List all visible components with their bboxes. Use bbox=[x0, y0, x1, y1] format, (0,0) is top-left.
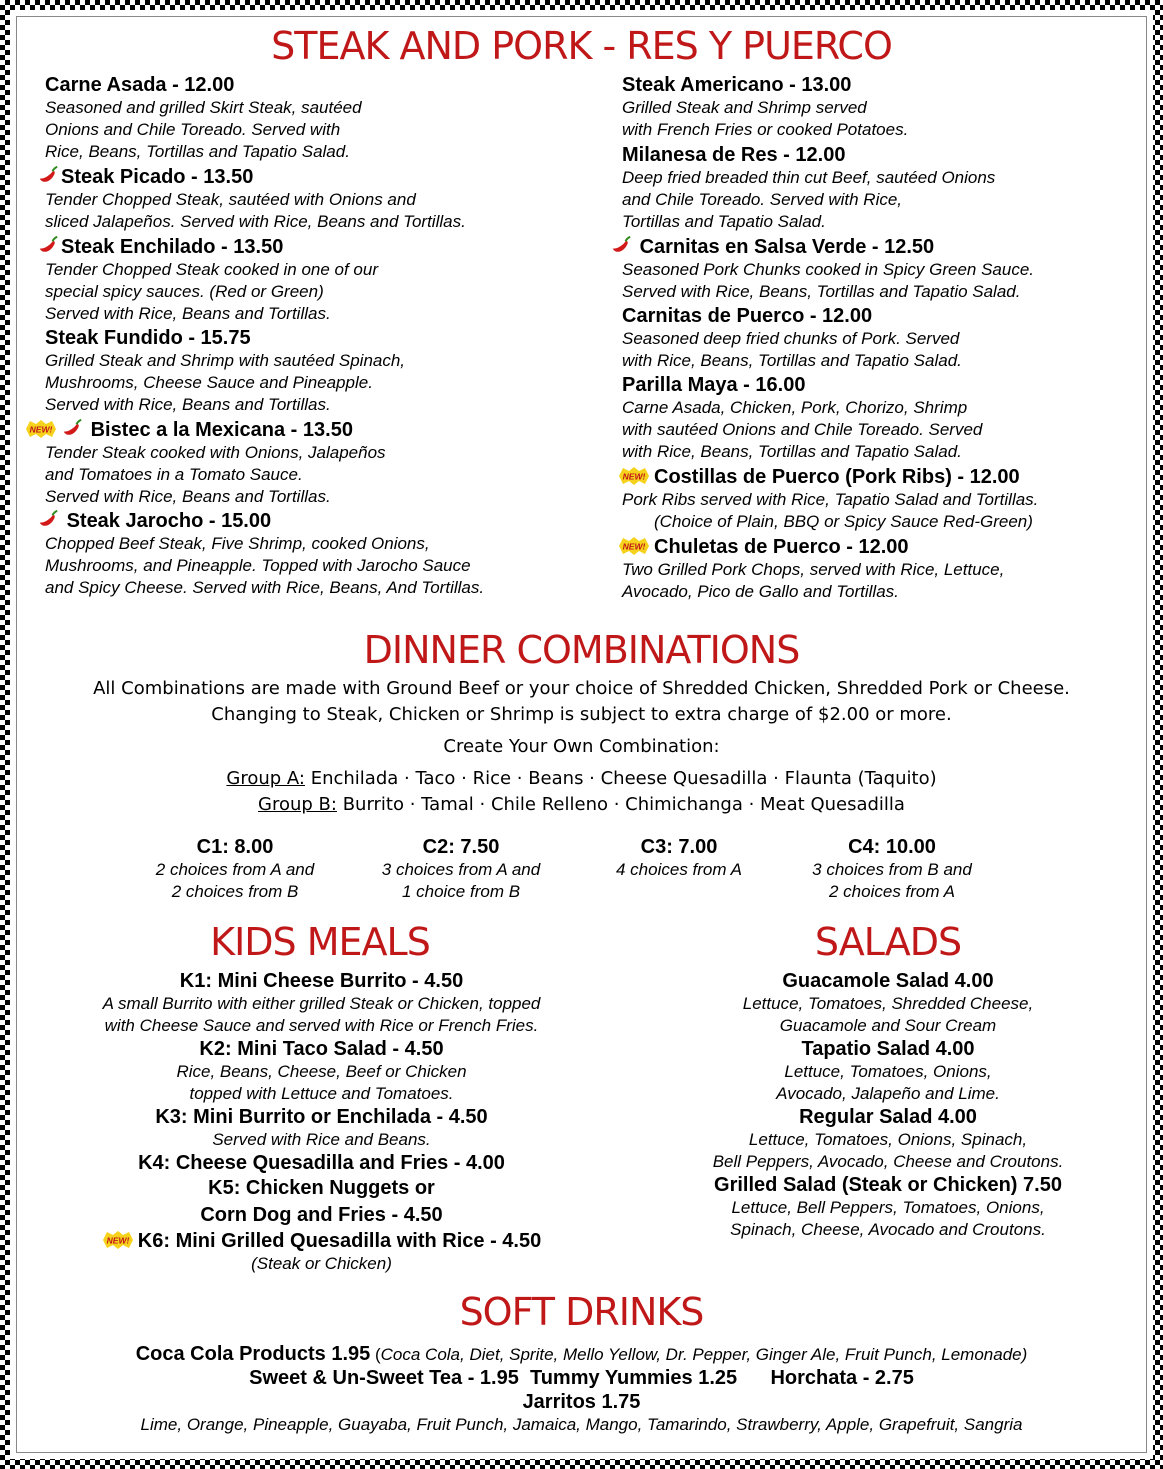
menu-item bbox=[25, 417, 386, 508]
salads-list bbox=[588, 969, 1163, 1241]
combo-name: C4: 10.00 bbox=[848, 836, 936, 858]
salad-desc: Lettuce, Tomatoes, Onions, bbox=[784, 1062, 992, 1081]
new-badge-icon bbox=[618, 537, 650, 555]
kids-item-desc: Rice, Beans, Cheese, Beef or Chicken bbox=[176, 1062, 467, 1081]
item-desc: (Choice of Plain, BBQ or Spicy Sauce Red-Green) bbox=[654, 512, 1033, 531]
item-name: Bistec a la Mexicana - 13.50 bbox=[90, 419, 353, 441]
combo-name: C1: 8.00 bbox=[196, 836, 274, 858]
group-b-items: Burrito · Tamal · Chile Relleno · Chimichanga · Meat Quesadilla bbox=[336, 794, 905, 815]
combo-c3 bbox=[569, 835, 789, 881]
salad-name: Guacamole Salad 4.00 bbox=[782, 970, 994, 992]
menu-item bbox=[622, 73, 908, 141]
item-desc: Carne Asada, Chicken, Pork, Chorizo, Shrimp bbox=[622, 398, 968, 417]
combo-desc: 3 choices from B and bbox=[812, 860, 972, 879]
combo-desc: 1 choice from B bbox=[401, 882, 521, 901]
combo-desc: 2 choices from A bbox=[829, 882, 955, 901]
item-desc: with Rice, Beans, Tortillas and Tapatio Salad. bbox=[622, 442, 962, 461]
item-desc: sliced Jalapeños. Served with Rice, Beans and Tortillas. bbox=[45, 212, 466, 231]
coca-cola-products: Coca Cola Products 1.95 bbox=[135, 1343, 371, 1365]
drinks-list bbox=[0, 1342, 1163, 1436]
chili-pepper-icon bbox=[37, 508, 59, 530]
chili-pepper-icon bbox=[37, 164, 59, 186]
combo-c4 bbox=[782, 835, 1002, 903]
new-badge-icon bbox=[25, 420, 57, 438]
item-desc: special spicy sauces. (Red or Green) bbox=[45, 282, 324, 301]
section-title-kids: KIDS MEALS bbox=[210, 920, 430, 964]
group-a bbox=[0, 766, 1163, 792]
jarritos-flavors: Lime, Orange, Pineapple, Guayaba, Fruit Punch, Jamaica, Mango, Tamarindo, Strawberry, Apple, Grapefruit, Sangria bbox=[140, 1415, 1023, 1434]
menu-item bbox=[37, 508, 484, 599]
menu-item bbox=[618, 535, 1004, 603]
item-desc: Mushrooms, and Pineapple. Topped with Jarocho Sauce bbox=[45, 556, 471, 575]
salad-desc: Lettuce, Tomatoes, Onions, Spinach, bbox=[748, 1130, 1028, 1149]
svg-text:NEW!: NEW! bbox=[622, 471, 646, 482]
kids-item-name: K4: Cheese Quesadilla and Fries - 4.00 bbox=[138, 1152, 505, 1174]
tummy-yummies-price: Tummy Yummies 1.25 bbox=[529, 1367, 738, 1389]
item-name: Steak Enchilado - 13.50 bbox=[61, 236, 284, 258]
item-desc: Served with Rice, Beans, Tortillas and Tapatio Salad. bbox=[622, 282, 1021, 301]
item-desc: Tender Chopped Steak cooked in one of our bbox=[45, 260, 379, 279]
menu-item bbox=[622, 373, 982, 463]
item-desc: Pork Ribs served with Rice, Tapatio Salad and Tortillas. bbox=[622, 490, 1039, 509]
kids-item-name: K5: Chicken Nuggets or bbox=[208, 1177, 435, 1199]
item-desc: Rice, Beans, Tortillas and Tapatio Salad. bbox=[45, 142, 350, 161]
item-name: Carnitas en Salsa Verde - 12.50 bbox=[639, 236, 935, 258]
item-name: Steak Picado - 13.50 bbox=[61, 166, 254, 188]
salad-desc: Guacamole and Sour Cream bbox=[779, 1016, 997, 1035]
combo-c1 bbox=[125, 835, 345, 903]
item-desc: Two Grilled Pork Chops, served with Rice, Lettuce, bbox=[622, 560, 1005, 579]
item-desc: Avocado, Pico de Gallo and Tortillas. bbox=[622, 582, 899, 601]
new-badge-icon bbox=[102, 1231, 134, 1249]
item-desc: Deep fried breaded thin cut Beef, sautéed Onions bbox=[622, 168, 996, 187]
item-name: Costillas de Puerco (Pork Ribs) - 12.00 bbox=[654, 466, 1020, 488]
dinner-info-line: All Combinations are made with Ground Beef or your choice of Shredded Chicken, Shredded Pork or Cheese. bbox=[93, 678, 1070, 699]
salad-desc: Lettuce, Tomatoes, Shredded Cheese, bbox=[742, 994, 1034, 1013]
create-combo-heading: Create Your Own Combination: bbox=[443, 736, 720, 757]
combo-desc: 4 choices from A bbox=[616, 860, 742, 879]
menu-item bbox=[618, 465, 1038, 533]
item-desc: Grilled Steak and Shrimp with sautéed Spinach, bbox=[45, 351, 406, 370]
item-name: Carne Asada - 12.00 bbox=[45, 74, 235, 96]
item-desc: Served with Rice, Beans and Tortillas. bbox=[45, 304, 331, 323]
chili-pepper-icon bbox=[61, 417, 83, 439]
item-desc: and Spicy Cheese. Served with Rice, Beans, And Tortillas. bbox=[45, 578, 485, 597]
item-desc: with French Fries or cooked Potatoes. bbox=[622, 120, 909, 139]
item-desc: Seasoned Pork Chunks cooked in Spicy Green Sauce. bbox=[622, 260, 1035, 279]
item-desc: Tender Chopped Steak, sautéed with Onions and bbox=[45, 190, 416, 209]
item-desc: Seasoned and grilled Skirt Steak, sautéed bbox=[45, 98, 362, 117]
salad-desc: Avocado, Jalapeño and Lime. bbox=[776, 1084, 1000, 1103]
svg-text:NEW!: NEW! bbox=[106, 1235, 130, 1246]
section-title-drinks: SOFT DRINKS bbox=[459, 1290, 704, 1334]
item-name: Milanesa de Res - 12.00 bbox=[622, 144, 846, 166]
item-name: Steak Americano - 13.00 bbox=[622, 74, 852, 96]
menu-item bbox=[37, 234, 378, 325]
group-a-label: Group A: bbox=[226, 768, 305, 789]
item-desc: Tender Steak cooked with Onions, Jalapeños bbox=[45, 443, 386, 462]
item-name: Carnitas de Puerco - 12.00 bbox=[622, 305, 873, 327]
group-a-items: Enchilada · Taco · Rice · Beans · Cheese Quesadilla · Flaunta (Taquito) bbox=[304, 768, 937, 789]
combo-c2 bbox=[351, 835, 571, 903]
svg-text:NEW!: NEW! bbox=[622, 541, 646, 552]
salad-desc: Bell Peppers, Avocado, Cheese and Croutons. bbox=[712, 1152, 1064, 1171]
item-desc: with sautéed Onions and Chile Toreado. Served bbox=[622, 420, 983, 439]
item-desc: and Chile Toreado. Served with Rice, bbox=[622, 190, 903, 209]
combo-name: C2: 7.50 bbox=[422, 836, 500, 858]
menu-item bbox=[622, 143, 995, 233]
group-b-label: Group B: bbox=[258, 794, 337, 815]
menu-item bbox=[622, 304, 962, 372]
chili-pepper-icon bbox=[37, 234, 59, 256]
new-badge-icon bbox=[618, 467, 650, 485]
salad-name: Grilled Salad (Steak or Chicken) 7.50 bbox=[714, 1174, 1062, 1196]
kids-item-name: K2: Mini Taco Salad - 4.50 bbox=[199, 1038, 444, 1060]
combo-desc: 2 choices from B bbox=[171, 882, 299, 901]
combo-name: C3: 7.00 bbox=[640, 836, 718, 858]
kids-item-desc: A small Burrito with either grilled Steak or Chicken, topped bbox=[102, 994, 541, 1013]
combo-desc: 2 choices from A and bbox=[155, 860, 315, 879]
kids-item-desc: (Steak or Chicken) bbox=[251, 1254, 392, 1273]
dinner-info-line: Changing to Steak, Chicken or Shrimp is subject to extra charge of $2.00 or more. bbox=[211, 704, 952, 725]
tea-line bbox=[0, 1366, 1163, 1390]
item-desc: Chopped Beef Steak, Five Shrimp, cooked Onions, bbox=[45, 534, 430, 553]
item-desc: Grilled Steak and Shrimp served bbox=[622, 98, 867, 117]
kids-item-name: Corn Dog and Fries - 4.50 bbox=[200, 1204, 443, 1226]
menu-item bbox=[37, 164, 466, 233]
section-title-salads: SALADS bbox=[814, 920, 962, 964]
section-title-dinner: DINNER COMBINATIONS bbox=[363, 628, 800, 672]
item-name: Chuletas de Puerco - 12.00 bbox=[654, 536, 909, 558]
kids-item-desc: with Cheese Sauce and served with Rice or French Fries. bbox=[104, 1016, 539, 1035]
kids-item-name: K1: Mini Cheese Burrito - 4.50 bbox=[179, 970, 464, 992]
menu-item bbox=[610, 234, 1034, 303]
item-desc: and Tomatoes in a Tomato Sauce. bbox=[45, 465, 303, 484]
item-name: Steak Jarocho - 15.00 bbox=[66, 510, 272, 532]
item-desc: Tortillas and Tapatio Salad. bbox=[622, 212, 826, 231]
item-desc: with Rice, Beans, Tortillas and Tapatio Salad. bbox=[622, 351, 962, 370]
menu-item bbox=[45, 73, 362, 163]
item-desc: Mushrooms, Cheese Sauce and Pineapple. bbox=[45, 373, 373, 392]
group-b bbox=[0, 792, 1163, 818]
combo-desc: 3 choices from A and bbox=[381, 860, 541, 879]
item-desc: Onions and Chile Toreado. Served with bbox=[45, 120, 341, 139]
menu-item bbox=[45, 326, 405, 416]
item-name: Parilla Maya - 16.00 bbox=[622, 374, 806, 396]
salad-name: Regular Salad 4.00 bbox=[799, 1106, 977, 1128]
kids-item-name: NEW! K6: Mini Grilled Quesadilla with Rice - 4.50 bbox=[20, 1229, 623, 1253]
section-title-steak-pork: STEAK AND PORK - RES Y PUERCO bbox=[271, 24, 892, 68]
item-desc: Served with Rice, Beans and Tortillas. bbox=[45, 487, 331, 506]
svg-text:NEW!: NEW! bbox=[29, 424, 53, 435]
kids-item-desc: Served with Rice and Beans. bbox=[212, 1130, 431, 1149]
horchata-price: Horchata - 2.75 bbox=[770, 1367, 914, 1389]
kids-item-desc: topped with Lettuce and Tomatoes. bbox=[189, 1084, 454, 1103]
item-desc: Seasoned deep fried chunks of Pork. Served bbox=[622, 329, 960, 348]
kids-item-name: K3: Mini Burrito or Enchilada - 4.50 bbox=[155, 1106, 488, 1128]
jarritos-price: Jarritos 1.75 bbox=[522, 1391, 641, 1413]
chili-pepper-icon bbox=[610, 234, 632, 256]
coca-cola-list: Coca Cola, Diet, Sprite, Mello Yellow, Dr. Pepper, Ginger Ale, Fruit Punch, Lemonade) bbox=[380, 1345, 1028, 1364]
coca-cola-line: Coca Cola Products 1.95 (Coca Cola, Diet, Sprite, Mello Yellow, Dr. Pepper, Ginger Ale, Fruit Punch, Lemonade) bbox=[135, 1343, 1028, 1365]
item-name: Steak Fundido - 15.75 bbox=[45, 327, 251, 349]
salad-desc: Spinach, Cheese, Avocado and Croutons. bbox=[730, 1220, 1046, 1239]
salad-desc: Lettuce, Bell Peppers, Tomatoes, Onions, bbox=[731, 1198, 1045, 1217]
kids-list bbox=[20, 969, 623, 1275]
salad-name: Tapatio Salad 4.00 bbox=[801, 1038, 975, 1060]
dinner-info bbox=[0, 676, 1163, 818]
item-desc: Served with Rice, Beans and Tortillas. bbox=[45, 395, 331, 414]
tea-price: Sweet & Un-Sweet Tea - 1.95 bbox=[249, 1367, 519, 1389]
